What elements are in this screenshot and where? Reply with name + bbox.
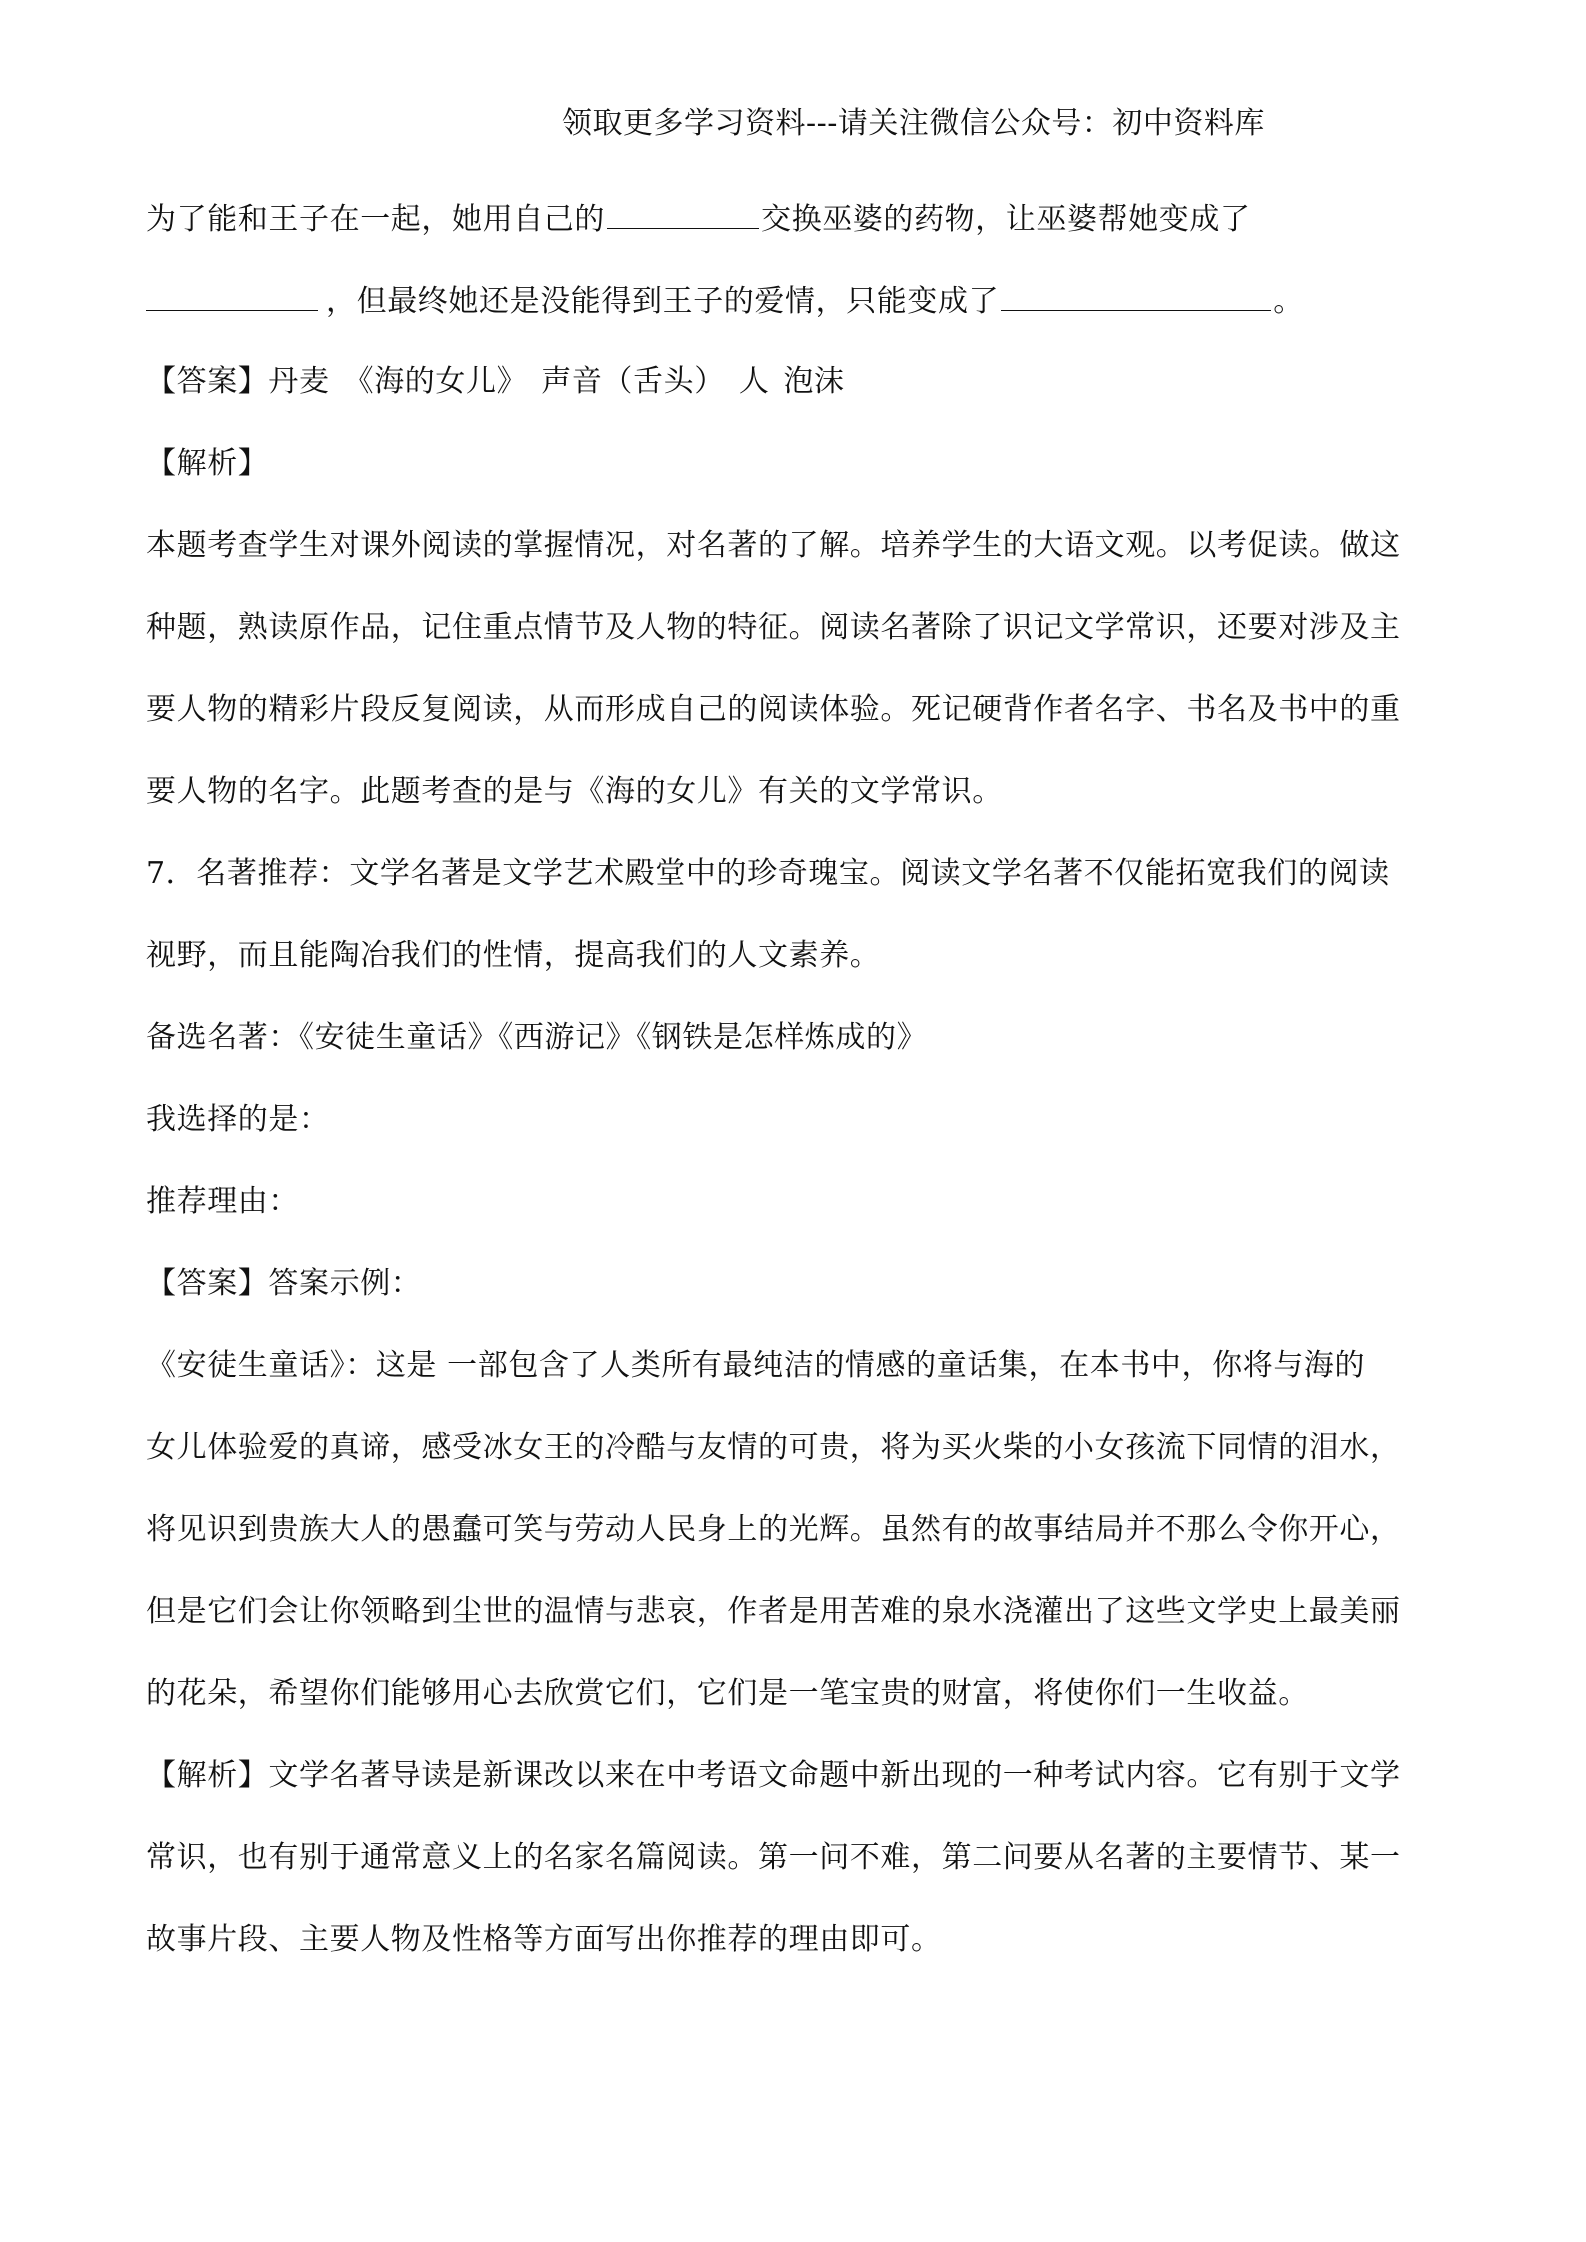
page-header: 领取更多学习资料---请关注微信公众号：初中资料库 <box>562 106 1265 141</box>
analysis6-line: 种题，熟读原作品，记住重点情节及人物的特征。阅读名著除了识记文学常识，还要对涉及主 <box>146 610 1401 645</box>
answer7-line: 《安徒生童话》：这是 一部包含了人类所有最纯洁的情感的童话集，在本书中，你将与海的 <box>146 1348 1366 1383</box>
answer-intro: 答案示例： <box>268 1266 422 1301</box>
answer7-line: 但是它们会让你领略到尘世的温情与悲哀，作者是用苦难的泉水浇灌出了这些文学史上最美丽 <box>146 1594 1401 1629</box>
question7-reason: 推荐理由： <box>146 1184 299 1219</box>
analysis7-line: 故事片段、主要人物及性格等方面写出你推荐的理由即可。 <box>146 1922 942 1957</box>
question7-choice: 我选择的是： <box>146 1102 330 1137</box>
answer7-line: 女儿体验爱的真谛，感受冰女王的冷酷与友情的可贵，将为买火柴的小女孩流下同情的泪水， <box>146 1430 1401 1465</box>
question6-text: 为了能和王子在一起，她用自己的 <box>146 202 605 237</box>
fill-blank <box>1001 280 1271 311</box>
analysis7-line-1 <box>146 1756 1446 1796</box>
answer7-line: 的花朵，希望你们能够用心去欣赏它们，它们是一笔宝贵的财富，将使你们一生收益。 <box>146 1676 1309 1711</box>
question7-options: 备选名著：《安徒生童话》《西游记》《钢铁是怎样炼成的》 <box>146 1020 928 1055</box>
question6-line-1 <box>146 198 1446 238</box>
analysis6-line: 要人物的名字。此题考查的是与《海的女儿》有关的文学常识。 <box>146 774 1003 809</box>
answer7-line: 将见识到贵族大人的愚蠢可笑与劳动人民身上的光辉。虽然有的故事结局并不那么令你开心， <box>146 1512 1401 1547</box>
question6-line-2 <box>146 280 1446 320</box>
answer-label: 【答案】 <box>146 364 269 399</box>
fill-blank <box>146 280 318 311</box>
question6-text: 交换巫婆的药物，让巫婆帮她变成了 <box>761 202 1251 237</box>
answer-part: 人 <box>738 364 770 399</box>
analysis6-label: 【解析】 <box>146 446 269 481</box>
analysis6-line: 要人物的精彩片段反复阅读，从而形成自己的阅读体验。死记硬背作者名字、书名及书中的重 <box>146 692 1401 727</box>
analysis7-line: 常识，也有别于通常意义上的名家名篇阅读。第一问不难，第二问要从名著的主要情节、某一 <box>146 1840 1401 1875</box>
question7-line: 视野，而且能陶冶我们的性情，提高我们的人文素养。 <box>146 938 881 973</box>
analysis6-line: 本题考查学生对课外阅读的掌握情况，对名著的了解。培养学生的大语文观。以考促读。做这 <box>146 528 1401 563</box>
answer6-line <box>146 362 1446 402</box>
answer7-label-line <box>146 1264 1446 1304</box>
answer-part: 丹麦 <box>268 364 330 399</box>
question7-line: 7．名著推荐：文学名著是文学艺术殿堂中的珍奇瑰宝。阅读文学名著不仅能拓宽我们的阅读 <box>146 856 1390 891</box>
answer-part: 《海的女儿》 <box>343 364 528 399</box>
analysis-label: 【解析】 <box>146 1758 269 1793</box>
answer-label: 【答案】 <box>146 1266 269 1301</box>
analysis7-text: 文学名著导读是新课改以来在中考语文命题中新出现的一种考试内容。它有别于文学 <box>268 1758 1401 1793</box>
answer-part: 声音（舌头） <box>541 364 725 399</box>
fill-blank <box>607 198 759 229</box>
question6-text: 。 <box>1273 284 1304 319</box>
answer-part: 泡沫 <box>783 364 845 399</box>
document-body <box>146 198 1446 2002</box>
question6-text: ，但最终她还是没能得到王子的爱情，只能变成了 <box>326 284 1000 319</box>
